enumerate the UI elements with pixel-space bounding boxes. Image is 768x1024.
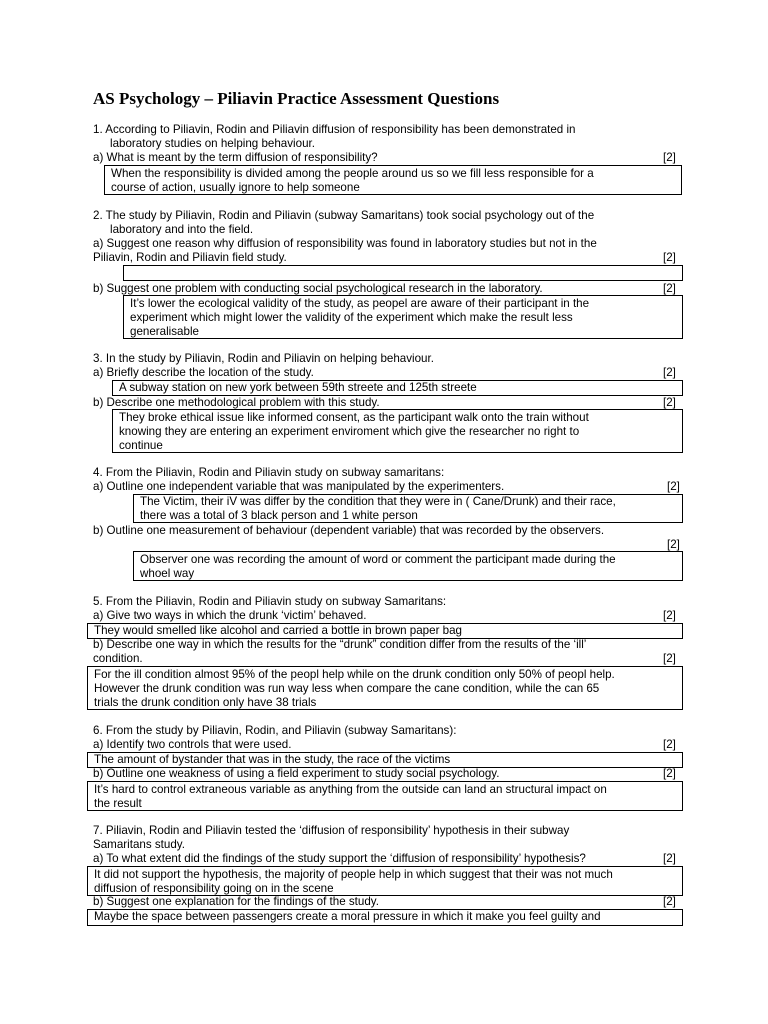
question-6a-marks: [2] [663,738,676,751]
question-3-stem: 3. In the study by Piliavin, Rodin and Piliavin on helping behaviour. [93,352,434,365]
question-2a-text-line-1: a) Suggest one reason why diffusion of responsibility was found in laboratory studies but not in the [93,237,597,250]
answer-1a-line-1: When the responsibility is divided among the people around us so we fill less responsible for a [111,167,594,180]
question-7a-marks: [2] [663,852,676,865]
question-3a-text: a) Briefly describe the location of the study. [93,366,314,379]
answer-box-5b[interactable] [87,666,683,710]
answer-7a-line-1: It did not support the hypothesis, the majority of people help in which suggest that their was not much [94,868,613,881]
question-5b-marks: [2] [663,652,676,665]
question-4-stem: 4. From the Piliavin, Rodin and Piliavin study on subway samaritans: [93,466,445,479]
question-4b-marks: [2] [667,538,680,551]
answer-box-4b[interactable] [133,551,683,581]
answer-box-2b[interactable] [123,295,683,339]
question-1-stem-line-2: laboratory studies on helping behaviour. [110,137,315,150]
question-5a-text: a) Give two ways in which the drunk ‘victim’ behaved. [93,609,367,622]
answer-box-7a[interactable] [87,866,683,896]
question-2a-text-line-2: Piliavin, Rodin and Piliavin field study. [93,251,287,264]
answer-3b-line-2: knowing they are entering an experiment enviroment which give the researcher no right to [119,425,580,438]
question-1a-text: a) What is meant by the term diffusion of responsibility? [93,151,378,164]
answer-box-3a[interactable] [112,380,683,396]
question-6b-marks: [2] [663,767,676,780]
question-1a-marks: [2] [663,151,676,164]
answer-1a-line-2: course of action, usually ignore to help someone [111,181,360,194]
question-2-stem-line-1: 2. The study by Piliavin, Rodin and Piliavin (subway Samaritans) took social psychology out of the [93,209,595,222]
answer-2b-line-3: generalisable [130,325,199,338]
question-2a-marks: [2] [663,251,676,264]
answer-4a-line-2: there was a total of 3 black person and 1 white person [140,509,418,522]
answer-4b-line-2: whoel way [140,567,195,580]
question-5b-text-line-2: condition. [93,652,143,665]
answer-5b-line-1: For the ill condition almost 95% of the peopl help while on the drunk condition only 50% of peopl help. [94,668,615,681]
question-6-stem: 6. From the study by Piliavin, Rodin, and Piliavin (subway Samaritans): [93,724,457,737]
answer-box-6b[interactable] [87,781,683,811]
page-title: AS Psychology – Piliavin Practice Assessment Questions [93,89,500,108]
question-3b-marks: [2] [663,396,676,409]
question-6b-text: b) Outline one weakness of using a field experiment to study social psychology. [93,767,500,780]
answer-4b-line-1: Observer one was recording the amount of word or comment the participant made during the [140,553,616,566]
question-4b-text: b) Outline one measurement of behaviour (dependent variable) that was recorded by the observers. [93,524,605,537]
question-7-stem-line-2: Samaritans study. [93,838,185,851]
answer-box-1a[interactable] [104,165,682,195]
question-7a-text: a) To what extent did the findings of the study support the ‘diffusion of responsibility’ hypothesis? [93,852,586,865]
question-2b-marks: [2] [663,282,676,295]
question-2b-text: b) Suggest one problem with conducting social psychological research in the laboratory. [93,282,543,295]
answer-2b-line-2: experiment which might lower the validity of the experiment which make the result less [130,311,573,324]
question-1-stem-line-1: 1. According to Piliavin, Rodin and Piliavin diffusion of responsibility has been demonstrated in [93,123,576,136]
answer-6a-line-1: The amount of bystander that was in the study, the race of the victims [94,753,451,766]
answer-box-2a[interactable] [123,265,683,281]
question-5-stem: 5. From the Piliavin, Rodin and Piliavin study on subway Samaritans: [93,595,447,608]
answer-4a-line-1: The Victim, their iV was differ by the condition that they were in ( Cane/Drunk) and their race, [140,495,616,508]
question-7b-text: b) Suggest one explanation for the findings of the study. [93,895,379,908]
answer-6b-line-1: It’s hard to control extraneous variable as anything from the outside can land an structural impact on [94,783,607,796]
answer-5a-line-1: They would smelled like alcohol and carried a bottle in brown paper bag [94,624,462,637]
question-3b-text: b) Describe one methodological problem with this study. [93,396,380,409]
question-5a-marks: [2] [663,609,676,622]
question-4a-marks: [2] [667,480,680,493]
answer-5b-line-2: However the drunk condition was run way less when compare the cane condition, while the can 65 [94,682,600,695]
question-7-stem-line-1: 7. Piliavin, Rodin and Piliavin tested the ‘diffusion of responsibility’ hypothesis in their subway [93,824,570,837]
answer-6b-line-2: the result [94,797,142,810]
question-4a-text: a) Outline one independent variable that was manipulated by the experimenters. [93,480,505,493]
answer-box-4a[interactable] [133,494,683,523]
answer-3b-line-3: continue [119,439,163,452]
question-2-stem-line-2: laboratory and into the field. [110,223,254,236]
answer-box-6a[interactable] [87,752,683,768]
question-5b-text-line-1: b) Describe one way in which the results for the “drunk” condition differ from the results of the ‘ill’ [93,638,587,651]
answer-box-3b[interactable] [112,409,683,453]
answer-3b-line-1: They broke ethical issue like informed consent, as the participant walk onto the train without [119,411,589,424]
answer-5b-line-3: trials the drunk condition only have 38 trials [94,696,317,709]
answer-7a-line-2: diffusion of responsibility going on in the scene [94,882,334,895]
question-7b-marks: [2] [663,895,676,908]
answer-3a-line-1: A subway station on new york between 59th streete and 125th streete [119,381,477,394]
answer-box-7b[interactable] [87,909,683,926]
question-6a-text: a) Identify two controls that were used. [93,738,292,751]
answer-box-5a[interactable] [87,623,683,639]
question-3a-marks: [2] [663,366,676,379]
answer-7b-line-1: Maybe the space between passengers create a moral pressure in which it make you feel guilty and [94,910,601,923]
answer-2b-line-1: It’s lower the ecological validity of the study, as peopel are aware of their participant in the [130,297,590,310]
